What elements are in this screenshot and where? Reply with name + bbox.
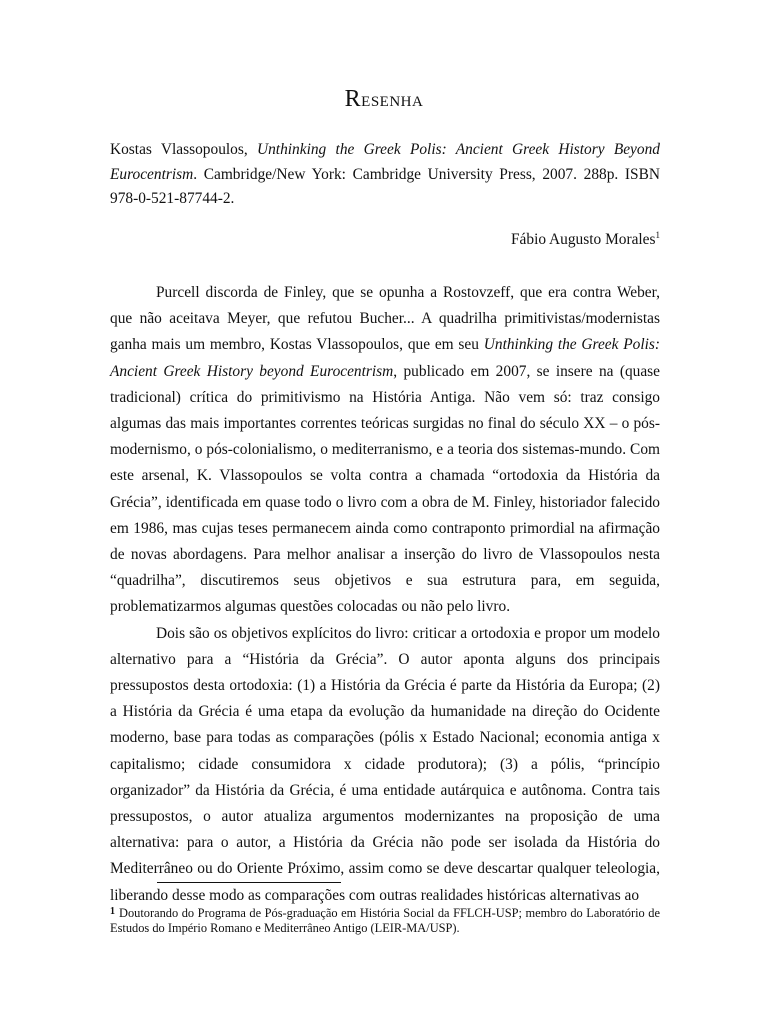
reference-author: Kostas Vlassopoulos, xyxy=(110,141,248,158)
paragraph-1-book-title: Unthinking the Greek Polis: Ancient Greek History beyond Eurocentrism xyxy=(110,336,661,380)
body-text xyxy=(110,280,660,909)
paragraph-2: Dois são os objetivos explícitos do livro: criticar a ortodoxia e propor um modelo alternativo para a “História da Grécia”. O autor aponta alguns dos principais pressupostos desta ortodoxia: (1) a História da Grécia é parte da História da Europa; (2) a História da Grécia é uma etapa da evolução da humanidade na direção do Ocidente moderno, base para todas as comparações (pólis x Estado Nacional; economia antiga x capitalismo; cidade consumidora x cidade produtora); (3) a pólis, “princípio organizador” da História da Grécia, é uma entidade autárquica e autônoma. Contra tais pressupostos, o autor atualiza argumentos modernizantes na proposição de uma alternativa: para o autor, a História da Grécia não pode ser isolada da História do Mediterrâneo ou do Oriente Próximo, assim como se deve descartar qualquer teleologia, liberando desse modo as comparações com outras realidades históricas alternativas ao xyxy=(110,624,660,904)
reviewer-name: Fábio Augusto Morales xyxy=(511,231,656,248)
reviewer-footnote-mark: 1 xyxy=(655,230,660,240)
footnote-mark: 1 xyxy=(110,906,115,917)
footnote xyxy=(110,904,660,936)
page-title xyxy=(0,86,768,113)
paragraph-1 xyxy=(110,280,660,621)
paragraph-1-part-1: Purcell discorda de Finley, que se opunha a Rostovzeff, que era contra Weber, que não aceitava Meyer, que refutou Bucher... A quadrilha primitivistas/modernistas ganha mais um membro, Kostas Vlassopoulos, que em seu xyxy=(110,284,660,354)
reference-details: . Cambridge/New York: Cambridge University Press, 2007. 288p. ISBN 978-0-521-87744-2. xyxy=(110,165,660,207)
paragraph-1-part-2: , publicado em 2007, se insere na (quase tradicional) crítica do primitivismo na História Antiga. Não vem só: traz consigo algumas das mais importantes correntes teóricas surgidas no final do século XX – o pós-modernismo, o pós-colonialismo, o mediterranismo, e a teoria dos sistemas-mundo. Com este arsenal, K. Vlassopoulos se volta contra a chamada “ortodoxia da História da Grécia”, identificada em quase todo o livro com a obra de M. Finley, historiador falecido em 1986, mas cujas teses permanecem ainda como contraponto primordial na afirmação de novas abordagens. Para melhor analisar a inserção do livro de Vlassopoulos nesta “quadrilha”, discutiremos seus objetivos e sua estrutura para, em seguida, problematizarmos algumas questões colocadas ou não pelo livro. xyxy=(110,362,660,616)
title-initial: R xyxy=(344,86,362,112)
title-rest: esenha xyxy=(361,86,424,111)
footnote-divider xyxy=(157,882,341,883)
reference-book-title: Unthinking the Greek Polis: Ancient Greek History Beyond Eurocentrism xyxy=(110,141,660,183)
footnote-text: Doutorando do Programa de Pós-graduação em História Social da FFLCH-USP; membro do Laboratório de Estudos do Império Romano e Mediterrâneo Antigo (LEIR-MA/USP). xyxy=(110,906,660,935)
reviewer-name-line xyxy=(110,230,660,249)
book-reference xyxy=(110,138,660,212)
